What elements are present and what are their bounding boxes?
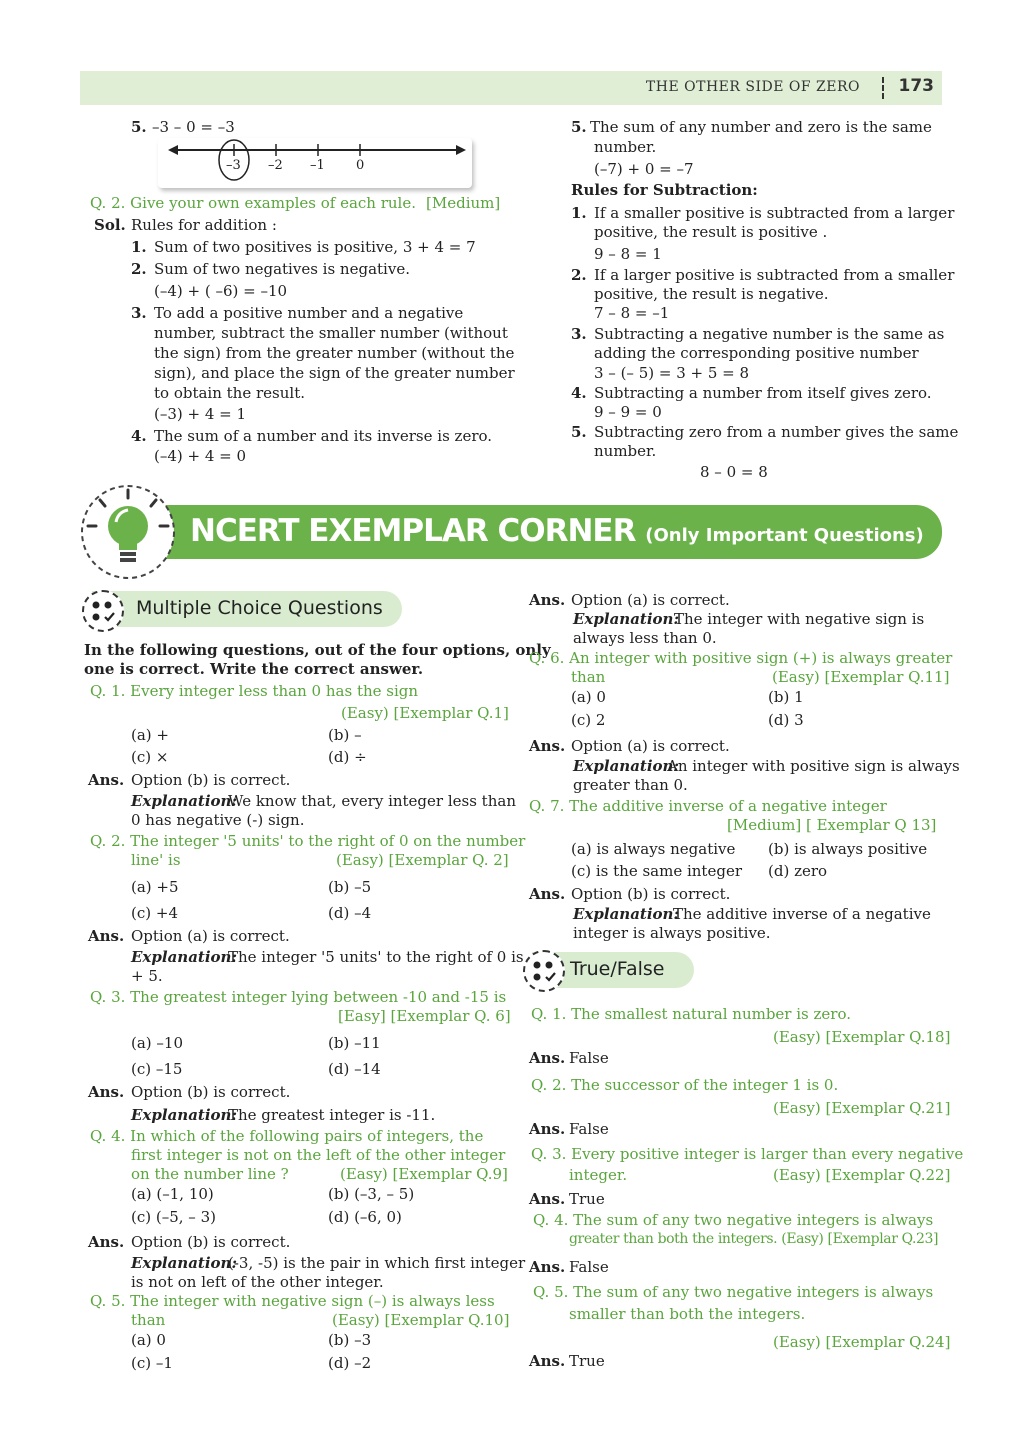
rule-text: Subtracting a number from itself gives zero. (594, 384, 932, 402)
sol-label: Sol. (94, 216, 126, 234)
option: (d) ÷ (328, 748, 367, 766)
page-header (80, 71, 942, 105)
option: (b) 1 (768, 688, 804, 706)
answer-label: Ans. (88, 1233, 125, 1251)
option: (d) zero (768, 862, 828, 880)
answer-label: Ans. (529, 1258, 566, 1276)
option: (c) × (131, 748, 169, 766)
explanation: We know that, every integer less than (228, 792, 516, 810)
rule-example: (–4) + ( –6) = –10 (154, 282, 288, 300)
section-heading: Multiple Choice Questions (136, 597, 383, 619)
explanation: always less than 0. (573, 629, 717, 647)
answer: Option (b) is correct. (571, 885, 731, 903)
question: Q. 2. The successor of the integer 1 is 0. (531, 1076, 839, 1094)
rule-example: 9 – 8 = 1 (594, 245, 662, 263)
tick-label: –3 (226, 158, 241, 173)
explanation-label: Explanation: (131, 1106, 237, 1124)
answer-label: Ans. (88, 927, 125, 945)
lightbulb-icon (78, 482, 178, 582)
option: (a) +5 (131, 878, 179, 896)
banner-title (190, 513, 924, 549)
question: Q. 2. The integer '5 units' to the right of 0 on the number (90, 832, 526, 850)
difficulty-tag: [Easy] [Exemplar Q. 6] (338, 1007, 511, 1025)
question: Q. 3. Every positive integer is larger than every negative (531, 1145, 964, 1163)
answer-label: Ans. (529, 737, 566, 755)
rules-heading: Rules for Subtraction: (571, 181, 758, 199)
explanation: greater than 0. (573, 776, 688, 794)
rule-example: 8 – 0 = 8 (700, 463, 768, 481)
number-line (158, 138, 472, 188)
answer: True (569, 1190, 605, 1208)
rule-text: number. (594, 138, 657, 156)
rule-text: positive, the result is negative. (594, 285, 829, 303)
answer: Option (b) is correct. (131, 1233, 291, 1251)
mcq-section-tab (92, 591, 402, 627)
question: Q. 5. The sum of any two negative integers is always (533, 1283, 934, 1301)
section-banner (162, 505, 942, 559)
explanation: The integer with negative sign is (674, 610, 925, 628)
difficulty-tag: (Easy) [Exemplar Q. 2] (336, 851, 509, 869)
answer: False (569, 1258, 609, 1276)
section-heading: True/False (570, 958, 665, 980)
explanation: The greatest integer is -11. (228, 1106, 436, 1124)
rule-text: to obtain the result. (154, 384, 305, 402)
question: line' is (131, 851, 181, 869)
item-number: 4. (571, 384, 587, 402)
answer: Option (a) is correct. (571, 737, 730, 755)
answer: True (569, 1352, 605, 1370)
quiz-icon-graphic (525, 952, 563, 990)
option: (d) (–6, 0) (328, 1208, 402, 1226)
difficulty-tag: [Medium] (426, 194, 501, 212)
difficulty-tag: (Easy) [Exemplar Q.9] (340, 1165, 508, 1183)
rule-text: Sum of two negatives is negative. (154, 260, 410, 278)
answer: Option (b) is correct. (131, 771, 291, 789)
rule-example: (–7) + 0 = –7 (594, 160, 694, 178)
difficulty-tag: (Easy) [Exemplar Q.1] (341, 704, 509, 722)
quiz-icon-graphic (84, 592, 122, 630)
option: (a) is always negative (571, 840, 736, 858)
explanation-label: Explanation: (131, 948, 237, 966)
quiz-icon (82, 590, 124, 632)
answer-label: Ans. (529, 1352, 566, 1370)
explanation-label: Explanation: (131, 1254, 237, 1272)
question: integer. (569, 1166, 628, 1184)
item-number: 5. (571, 118, 587, 136)
answer: False (569, 1049, 609, 1067)
page-number: 173 (898, 76, 934, 96)
question: Q. 6. An integer with positive sign (+) is always greater (529, 649, 953, 667)
question: Q. 2. Give your own examples of each rule. (90, 194, 416, 212)
question: greater than both the integers. (Easy) [Exemplar Q.23] (569, 1231, 939, 1247)
question: Q. 4. In which of the following pairs of integers, the (90, 1127, 484, 1145)
explanation-label: Explanation: (573, 610, 679, 628)
question: smaller than both the integers. (569, 1305, 806, 1323)
banner-subtitle: (Only Important Questions) (645, 525, 924, 546)
answer-label: Ans. (529, 591, 566, 609)
rule-text: Subtracting a negative number is the same as (594, 325, 945, 343)
item-number: 3. (131, 304, 147, 322)
question: Q. 4. The sum of any two negative integers is always (533, 1211, 934, 1229)
answer-label: Ans. (88, 771, 125, 789)
question: Q. 3. The greatest integer lying between -10 and -15 is (90, 988, 507, 1006)
equation: –3 – 0 = –3 (152, 118, 235, 136)
answer-label: Ans. (529, 1049, 566, 1067)
question: than (571, 668, 606, 686)
option: (a) (–1, 10) (131, 1185, 214, 1203)
rule-text: number, subtract the smaller number (without (154, 324, 508, 342)
option: (a) 0 (131, 1331, 166, 1349)
tick-label: 0 (356, 158, 365, 173)
item-number: 5. (131, 118, 147, 136)
rule-example: (–4) + 4 = 0 (154, 447, 247, 465)
item-number: 1. (571, 204, 587, 222)
difficulty-tag: (Easy) [Exemplar Q.11] (772, 668, 950, 686)
rule-text: If a larger positive is subtracted from a smaller (594, 266, 955, 284)
option: (b) is always positive (768, 840, 928, 858)
rule-text: Sum of two positives is positive, 3 + 4 = 7 (154, 238, 476, 256)
difficulty-tag: (Easy) [Exemplar Q.24] (773, 1333, 951, 1351)
answer-label: Ans. (529, 1190, 566, 1208)
item-number: 5. (571, 423, 587, 441)
answer-label: Ans. (88, 1083, 125, 1101)
running-title: THE OTHER SIDE OF ZERO (645, 79, 860, 95)
explanation: + 5. (131, 967, 163, 985)
question: Q. 1. Every integer less than 0 has the sign (90, 682, 419, 700)
question: Q. 5. The integer with negative sign (–) is always less (90, 1292, 495, 1310)
answer: Option (b) is correct. (131, 1083, 291, 1101)
explanation-label: Explanation: (131, 792, 237, 810)
item-number: 3. (571, 325, 587, 343)
item-number: 1. (131, 238, 147, 256)
answer: Option (a) is correct. (131, 927, 290, 945)
header-divider (882, 77, 884, 99)
item-number: 2. (571, 266, 587, 284)
instructions: In the following questions, out of the four options, only (84, 641, 551, 659)
item-number: 4. (131, 427, 147, 445)
question: on the number line ? (131, 1165, 289, 1183)
option: (d) –2 (328, 1354, 372, 1372)
question: first integer is not on the left of the other integer (131, 1146, 506, 1164)
rule-example: 9 – 9 = 0 (594, 403, 662, 421)
explanation: is not on left of the other integer. (131, 1273, 384, 1291)
rule-text: Subtracting zero from a number gives the same (594, 423, 959, 441)
option: (b) –5 (328, 878, 372, 896)
option: (b) –11 (328, 1034, 381, 1052)
difficulty-tag: (Easy) [Exemplar Q.22] (773, 1166, 951, 1184)
rule-example: (–3) + 4 = 1 (154, 405, 247, 423)
rule-text: the sign) from the greater number (without the (154, 344, 515, 362)
rule-text: number. (594, 442, 657, 460)
rule-text: The sum of any number and zero is the same (590, 118, 932, 136)
difficulty-tag: (Easy) [Exemplar Q.21] (773, 1099, 951, 1117)
explanation: The additive inverse of a negative (673, 905, 931, 923)
option: (c) is the same integer (571, 862, 742, 880)
quiz-icon (523, 950, 565, 992)
option: (b) (–3, – 5) (328, 1185, 415, 1203)
option: (a) –10 (131, 1034, 184, 1052)
tick-label: –2 (268, 158, 283, 173)
explanation-label: Explanation: (573, 905, 679, 923)
explanation: 0 has negative (-) sign. (131, 811, 305, 829)
option: (c) +4 (131, 904, 178, 922)
banner-title-text: NCERT EXEMPLAR CORNER (190, 513, 636, 549)
rule-text: The sum of a number and its inverse is zero. (154, 427, 493, 445)
option: (b) – (328, 726, 362, 744)
option: (c) –1 (131, 1354, 173, 1372)
option: (b) –3 (328, 1331, 372, 1349)
rule-text: adding the corresponding positive number (594, 344, 919, 362)
instructions: one is correct. Write the correct answer. (84, 660, 424, 678)
explanation: An integer with positive sign is always (667, 757, 960, 775)
option: (c) 2 (571, 711, 606, 729)
rule-text: If a smaller positive is subtracted from a larger (594, 204, 955, 222)
option: (d) 3 (768, 711, 804, 729)
answer-label: Ans. (529, 1120, 566, 1138)
rule-example: 3 – (– 5) = 3 + 5 = 8 (594, 364, 750, 382)
rule-example: 7 – 8 = –1 (594, 304, 670, 322)
rule-text: positive, the result is positive . (594, 223, 828, 241)
explanation-label: Explanation: (573, 757, 679, 775)
difficulty-tag: (Easy) [Exemplar Q.18] (773, 1028, 951, 1046)
explanation: integer is always positive. (573, 924, 771, 942)
difficulty-tag: [Medium] [ Exemplar Q 13] (727, 816, 937, 834)
item-number: 2. (131, 260, 147, 278)
answer: False (569, 1120, 609, 1138)
rule-text: To add a positive number and a negative (154, 304, 464, 322)
rule-text: sign), and place the sign of the greater number (154, 364, 515, 382)
difficulty-tag: (Easy) [Exemplar Q.10] (332, 1311, 510, 1329)
option: (a) 0 (571, 688, 606, 706)
question: Q. 1. The smallest natural number is zero. (531, 1005, 851, 1023)
option: (d) –4 (328, 904, 372, 922)
option: (a) + (131, 726, 169, 744)
explanation: The integer '5 units' to the right of 0 is (228, 948, 524, 966)
answer-label: Ans. (529, 885, 566, 903)
rules-heading: Rules for addition : (131, 216, 277, 234)
option: (c) –15 (131, 1060, 183, 1078)
question: than (131, 1311, 166, 1329)
tick-label: –1 (310, 158, 325, 173)
option: (c) (–5, – 3) (131, 1208, 216, 1226)
answer: Option (a) is correct. (571, 591, 730, 609)
explanation: (-3, -5) is the pair in which first integer (228, 1254, 526, 1272)
question: Q. 7. The additive inverse of a negative integer (529, 797, 887, 815)
option: (d) –14 (328, 1060, 381, 1078)
